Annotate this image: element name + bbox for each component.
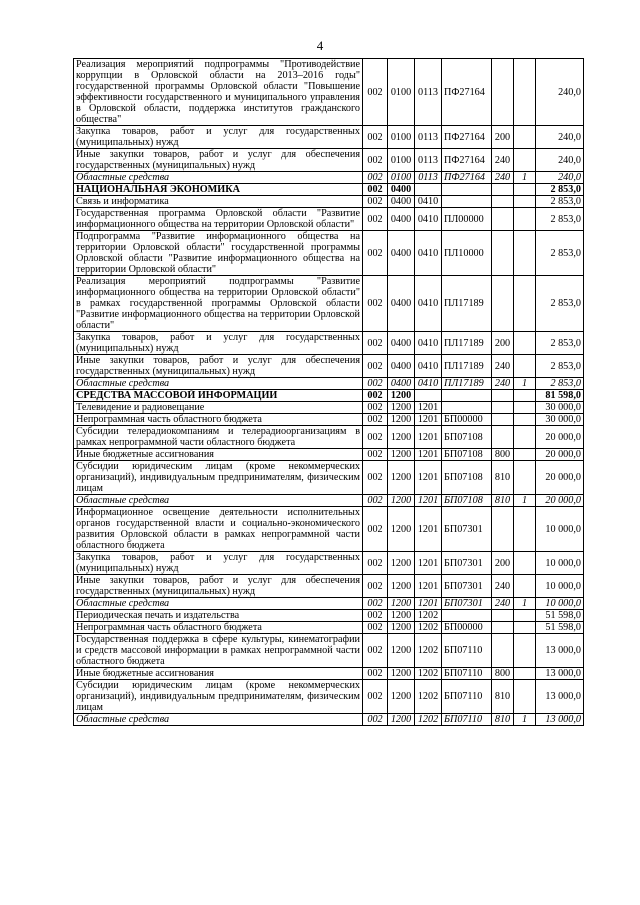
funding-source-cell xyxy=(514,355,536,378)
expense-type-cell: 240 xyxy=(492,355,514,378)
row-name-cell: Непрограммная часть областного бюджета xyxy=(74,414,363,426)
table-row xyxy=(74,402,584,414)
row-name-cell: Реализация мероприятий подпрограммы "Развитие информационного общества на территории Орловской области" в рамках государственной программы Орловской области "Развитие информационного общества на территории Орловской области" xyxy=(74,276,363,332)
ministry-code-cell: 002 xyxy=(363,714,388,726)
funding-source-cell xyxy=(514,634,536,668)
funding-source-cell xyxy=(514,449,536,461)
row-name-cell: Иные закупки товаров, работ и услуг для обеспечения государственных (муниципальных) нужд xyxy=(74,575,363,598)
ministry-code-cell: 002 xyxy=(363,507,388,552)
expense-type-cell xyxy=(492,390,514,402)
ministry-code-cell: 002 xyxy=(363,402,388,414)
table-row xyxy=(74,184,584,196)
ministry-code-cell: 002 xyxy=(363,449,388,461)
target-article-cell: БП07108 xyxy=(442,461,492,495)
expense-type-cell xyxy=(492,634,514,668)
subsection-code-cell: 0113 xyxy=(415,126,442,149)
table-row xyxy=(74,610,584,622)
target-article-cell: ПФ27164 xyxy=(442,149,492,172)
target-article-cell xyxy=(442,402,492,414)
section-code-cell: 1200 xyxy=(388,598,415,610)
funding-source-cell xyxy=(514,622,536,634)
table-row xyxy=(74,276,584,332)
section-code-cell: 0400 xyxy=(388,355,415,378)
expense-type-cell xyxy=(492,507,514,552)
ministry-code-cell: 002 xyxy=(363,276,388,332)
expense-type-cell xyxy=(492,276,514,332)
target-article-cell xyxy=(442,390,492,402)
ministry-code-cell: 002 xyxy=(363,59,388,126)
funding-source-cell xyxy=(514,402,536,414)
amount-cell: 240,0 xyxy=(536,126,584,149)
funding-source-cell xyxy=(514,668,536,680)
target-article-cell: БП07110 xyxy=(442,634,492,668)
funding-source-cell xyxy=(514,126,536,149)
amount-cell: 20 000,0 xyxy=(536,449,584,461)
table-row xyxy=(74,355,584,378)
subsection-code-cell: 1201 xyxy=(415,598,442,610)
amount-cell: 10 000,0 xyxy=(536,575,584,598)
subsection-code-cell: 0410 xyxy=(415,355,442,378)
target-article-cell: ПЛ17189 xyxy=(442,355,492,378)
funding-source-cell xyxy=(514,426,536,449)
section-code-cell: 1200 xyxy=(388,575,415,598)
amount-cell: 81 598,0 xyxy=(536,390,584,402)
ministry-code-cell: 002 xyxy=(363,378,388,390)
subsection-code-cell: 1201 xyxy=(415,461,442,495)
row-name-cell: Непрограммная часть областного бюджета xyxy=(74,622,363,634)
section-code-cell: 0400 xyxy=(388,184,415,196)
ministry-code-cell: 002 xyxy=(363,426,388,449)
target-article-cell: БП00000 xyxy=(442,414,492,426)
table-row xyxy=(74,575,584,598)
section-code-cell: 1200 xyxy=(388,610,415,622)
row-name-cell: Реализация мероприятий подпрограммы "Противодействие коррупции в Орловской области на 2013–2016 годы" государственной программы Орловской области "Повышение эффективности государственного и муниципального управления в Орловской области, поддержка институтов гражданского общества" xyxy=(74,59,363,126)
subsection-code-cell: 1202 xyxy=(415,634,442,668)
amount-cell: 20 000,0 xyxy=(536,461,584,495)
table-row xyxy=(74,668,584,680)
ministry-code-cell: 002 xyxy=(363,680,388,714)
ministry-code-cell: 002 xyxy=(363,668,388,680)
row-name-cell: Субсидии юридическим лицам (кроме некоммерческих организаций), индивидуальным предпринимателям, физическим лицам xyxy=(74,680,363,714)
table-row xyxy=(74,378,584,390)
target-article-cell: БП07108 xyxy=(442,449,492,461)
table-row xyxy=(74,714,584,726)
funding-source-cell xyxy=(514,184,536,196)
target-article-cell: ПЛ17189 xyxy=(442,332,492,355)
amount-cell: 10 000,0 xyxy=(536,507,584,552)
funding-source-cell xyxy=(514,59,536,126)
ministry-code-cell: 002 xyxy=(363,575,388,598)
amount-cell: 2 853,0 xyxy=(536,355,584,378)
amount-cell: 30 000,0 xyxy=(536,414,584,426)
amount-cell: 13 000,0 xyxy=(536,680,584,714)
amount-cell: 2 853,0 xyxy=(536,208,584,231)
amount-cell: 30 000,0 xyxy=(536,402,584,414)
section-code-cell: 0400 xyxy=(388,276,415,332)
row-name-cell: Областные средства xyxy=(74,714,363,726)
subsection-code-cell: 0410 xyxy=(415,276,442,332)
target-article-cell: ПЛ17189 xyxy=(442,276,492,332)
table-row xyxy=(74,332,584,355)
table-row xyxy=(74,634,584,668)
row-name-cell: Информационное освещение деятельности исполнительных органов государственной власти и социально-экономического развития Орловской области в рамках непрограммной части областного бюджета xyxy=(74,507,363,552)
row-name-cell: Закупка товаров, работ и услуг для государственных (муниципальных) нужд xyxy=(74,126,363,149)
row-name-cell: Государственная программа Орловской области "Развитие информационного общества на территории Орловской области" xyxy=(74,208,363,231)
section-code-cell: 0400 xyxy=(388,332,415,355)
subsection-code-cell: 1202 xyxy=(415,610,442,622)
funding-source-cell: 1 xyxy=(514,598,536,610)
funding-source-cell: 1 xyxy=(514,714,536,726)
expense-type-cell: 240 xyxy=(492,172,514,184)
ministry-code-cell: 002 xyxy=(363,414,388,426)
row-name-cell: Подпрограмма "Развитие информационного общества на территории Орловской области" государственной программы Орловской области "Развитие информационного общества на территории Орловской области" xyxy=(74,231,363,276)
row-name-cell: Государственная поддержка в сфере культуры, кинематографии и средств массовой информации в рамках непрограммной части областного бюджета xyxy=(74,634,363,668)
expense-type-cell: 810 xyxy=(492,461,514,495)
expense-type-cell: 800 xyxy=(492,449,514,461)
ministry-code-cell: 002 xyxy=(363,231,388,276)
table-row xyxy=(74,680,584,714)
expense-type-cell xyxy=(492,610,514,622)
subsection-code-cell: 1202 xyxy=(415,714,442,726)
funding-source-cell xyxy=(514,332,536,355)
expense-type-cell: 800 xyxy=(492,668,514,680)
ministry-code-cell: 002 xyxy=(363,208,388,231)
amount-cell: 10 000,0 xyxy=(536,598,584,610)
row-name-cell: Субсидии юридическим лицам (кроме некоммерческих организаций), индивидуальным предпринимателям, физическим лицам xyxy=(74,461,363,495)
amount-cell: 51 598,0 xyxy=(536,622,584,634)
subsection-code-cell: 1201 xyxy=(415,414,442,426)
row-name-cell: Закупка товаров, работ и услуг для государственных (муниципальных) нужд xyxy=(74,332,363,355)
funding-source-cell: 1 xyxy=(514,495,536,507)
section-code-cell: 0100 xyxy=(388,172,415,184)
section-code-cell: 1200 xyxy=(388,449,415,461)
target-article-cell: БП00000 xyxy=(442,622,492,634)
table-row xyxy=(74,59,584,126)
funding-source-cell xyxy=(514,231,536,276)
expense-type-cell xyxy=(492,184,514,196)
target-article-cell: ПФ27164 xyxy=(442,59,492,126)
target-article-cell: ПФ27164 xyxy=(442,126,492,149)
table-row xyxy=(74,622,584,634)
subsection-code-cell: 0113 xyxy=(415,172,442,184)
target-article-cell: БП07110 xyxy=(442,680,492,714)
subsection-code-cell: 1201 xyxy=(415,552,442,575)
row-name-cell: НАЦИОНАЛЬНАЯ ЭКОНОМИКА xyxy=(74,184,363,196)
funding-source-cell xyxy=(514,610,536,622)
amount-cell: 10 000,0 xyxy=(536,552,584,575)
section-code-cell: 1200 xyxy=(388,507,415,552)
ministry-code-cell: 002 xyxy=(363,552,388,575)
expense-type-cell: 810 xyxy=(492,495,514,507)
expense-type-cell: 200 xyxy=(492,332,514,355)
expense-type-cell: 810 xyxy=(492,714,514,726)
amount-cell: 2 853,0 xyxy=(536,276,584,332)
funding-source-cell xyxy=(514,390,536,402)
row-name-cell: Закупка товаров, работ и услуг для государственных (муниципальных) нужд xyxy=(74,552,363,575)
funding-source-cell xyxy=(514,208,536,231)
expense-type-cell xyxy=(492,59,514,126)
funding-source-cell xyxy=(514,552,536,575)
expense-type-cell: 240 xyxy=(492,149,514,172)
table-row xyxy=(74,172,584,184)
funding-source-cell xyxy=(514,461,536,495)
section-code-cell: 1200 xyxy=(388,414,415,426)
table-row xyxy=(74,126,584,149)
budget-table-body xyxy=(74,59,584,726)
section-code-cell: 0400 xyxy=(388,231,415,276)
expense-type-cell xyxy=(492,414,514,426)
subsection-code-cell: 0410 xyxy=(415,332,442,355)
table-row xyxy=(74,552,584,575)
row-name-cell: Периодическая печать и издательства xyxy=(74,610,363,622)
funding-source-cell xyxy=(514,680,536,714)
expense-type-cell: 810 xyxy=(492,680,514,714)
expense-type-cell xyxy=(492,231,514,276)
row-name-cell: Областные средства xyxy=(74,172,363,184)
table-row xyxy=(74,598,584,610)
subsection-code-cell: 1201 xyxy=(415,507,442,552)
funding-source-cell xyxy=(514,196,536,208)
row-name-cell: Областные средства xyxy=(74,598,363,610)
subsection-code-cell: 0113 xyxy=(415,149,442,172)
amount-cell: 2 853,0 xyxy=(536,378,584,390)
ministry-code-cell: 002 xyxy=(363,172,388,184)
ministry-code-cell: 002 xyxy=(363,126,388,149)
ministry-code-cell: 002 xyxy=(363,622,388,634)
amount-cell: 13 000,0 xyxy=(536,634,584,668)
target-article-cell: ПЛ10000 xyxy=(442,231,492,276)
amount-cell: 2 853,0 xyxy=(536,184,584,196)
section-code-cell: 1200 xyxy=(388,634,415,668)
ministry-code-cell: 002 xyxy=(363,598,388,610)
amount-cell: 51 598,0 xyxy=(536,610,584,622)
table-row xyxy=(74,449,584,461)
subsection-code-cell xyxy=(415,184,442,196)
ministry-code-cell: 002 xyxy=(363,634,388,668)
amount-cell: 2 853,0 xyxy=(536,196,584,208)
section-code-cell: 1200 xyxy=(388,622,415,634)
target-article-cell: БП07110 xyxy=(442,714,492,726)
amount-cell: 13 000,0 xyxy=(536,714,584,726)
section-code-cell: 0100 xyxy=(388,126,415,149)
ministry-code-cell: 002 xyxy=(363,355,388,378)
target-article-cell: БП07301 xyxy=(442,598,492,610)
section-code-cell: 1200 xyxy=(388,668,415,680)
ministry-code-cell: 002 xyxy=(363,390,388,402)
row-name-cell: Телевидение и радиовещание xyxy=(74,402,363,414)
table-row xyxy=(74,461,584,495)
section-code-cell: 0400 xyxy=(388,196,415,208)
expense-type-cell: 200 xyxy=(492,552,514,575)
subsection-code-cell: 1201 xyxy=(415,402,442,414)
target-article-cell: БП07301 xyxy=(442,575,492,598)
ministry-code-cell: 002 xyxy=(363,461,388,495)
row-name-cell: Связь и информатика xyxy=(74,196,363,208)
amount-cell: 2 853,0 xyxy=(536,231,584,276)
subsection-code-cell: 1201 xyxy=(415,495,442,507)
subsection-code-cell xyxy=(415,390,442,402)
expense-type-cell: 240 xyxy=(492,575,514,598)
subsection-code-cell: 1201 xyxy=(415,426,442,449)
page-number: 4 xyxy=(316,38,324,53)
expense-type-cell xyxy=(492,208,514,231)
expense-type-cell: 200 xyxy=(492,126,514,149)
section-code-cell: 1200 xyxy=(388,402,415,414)
table-row xyxy=(74,495,584,507)
target-article-cell xyxy=(442,184,492,196)
row-name-cell: СРЕДСТВА МАССОВОЙ ИНФОРМАЦИИ xyxy=(74,390,363,402)
expense-type-cell: 240 xyxy=(492,598,514,610)
target-article-cell: БП07301 xyxy=(442,552,492,575)
target-article-cell xyxy=(442,196,492,208)
section-code-cell: 1200 xyxy=(388,461,415,495)
ministry-code-cell: 002 xyxy=(363,332,388,355)
amount-cell: 20 000,0 xyxy=(536,495,584,507)
expense-type-cell xyxy=(492,426,514,449)
amount-cell: 240,0 xyxy=(536,149,584,172)
section-code-cell: 0100 xyxy=(388,59,415,126)
target-article-cell: ПЛ00000 xyxy=(442,208,492,231)
row-name-cell: Иные закупки товаров, работ и услуг для обеспечения государственных (муниципальных) нужд xyxy=(74,149,363,172)
amount-cell: 20 000,0 xyxy=(536,426,584,449)
target-article-cell: БП07108 xyxy=(442,426,492,449)
ministry-code-cell: 002 xyxy=(363,610,388,622)
target-article-cell: БП07108 xyxy=(442,495,492,507)
amount-cell: 2 853,0 xyxy=(536,332,584,355)
table-row xyxy=(74,208,584,231)
section-code-cell: 0400 xyxy=(388,378,415,390)
subsection-code-cell: 0410 xyxy=(415,231,442,276)
amount-cell: 240,0 xyxy=(536,59,584,126)
section-code-cell: 1200 xyxy=(388,426,415,449)
subsection-code-cell: 0113 xyxy=(415,59,442,126)
funding-source-cell xyxy=(514,149,536,172)
section-code-cell: 0100 xyxy=(388,149,415,172)
funding-source-cell: 1 xyxy=(514,172,536,184)
ministry-code-cell: 002 xyxy=(363,196,388,208)
ministry-code-cell: 002 xyxy=(363,149,388,172)
expense-type-cell xyxy=(492,622,514,634)
subsection-code-cell: 0410 xyxy=(415,208,442,231)
table-row xyxy=(74,149,584,172)
subsection-code-cell: 1202 xyxy=(415,668,442,680)
row-name-cell: Субсидии телерадиокомпаниям и телерадиоорганизациям в рамках непрограммной части областного бюджета xyxy=(74,426,363,449)
expense-type-cell xyxy=(492,402,514,414)
row-name-cell: Иные закупки товаров, работ и услуг для обеспечения государственных (муниципальных) нужд xyxy=(74,355,363,378)
target-article-cell: ПФ27164 xyxy=(442,172,492,184)
amount-cell: 240,0 xyxy=(536,172,584,184)
table-row xyxy=(74,507,584,552)
table-row xyxy=(74,231,584,276)
subsection-code-cell: 0410 xyxy=(415,378,442,390)
funding-source-cell: 1 xyxy=(514,378,536,390)
row-name-cell: Областные средства xyxy=(74,495,363,507)
table-row xyxy=(74,414,584,426)
expense-type-cell xyxy=(492,196,514,208)
row-name-cell: Иные бюджетные ассигнования xyxy=(74,449,363,461)
target-article-cell: ПЛ17189 xyxy=(442,378,492,390)
table-row xyxy=(74,390,584,402)
section-code-cell: 1200 xyxy=(388,680,415,714)
subsection-code-cell: 1201 xyxy=(415,449,442,461)
section-code-cell: 1200 xyxy=(388,714,415,726)
row-name-cell: Областные средства xyxy=(74,378,363,390)
subsection-code-cell: 1201 xyxy=(415,575,442,598)
funding-source-cell xyxy=(514,575,536,598)
section-code-cell: 1200 xyxy=(388,390,415,402)
row-name-cell: Иные бюджетные ассигнования xyxy=(74,668,363,680)
table-row xyxy=(74,196,584,208)
subsection-code-cell: 1202 xyxy=(415,622,442,634)
table-row xyxy=(74,426,584,449)
funding-source-cell xyxy=(514,276,536,332)
target-article-cell: БП07110 xyxy=(442,668,492,680)
amount-cell: 13 000,0 xyxy=(536,668,584,680)
funding-source-cell xyxy=(514,414,536,426)
expense-type-cell: 240 xyxy=(492,378,514,390)
ministry-code-cell: 002 xyxy=(363,184,388,196)
subsection-code-cell: 1202 xyxy=(415,680,442,714)
subsection-code-cell: 0410 xyxy=(415,196,442,208)
target-article-cell xyxy=(442,610,492,622)
funding-source-cell xyxy=(514,507,536,552)
section-code-cell: 1200 xyxy=(388,552,415,575)
budget-table xyxy=(73,58,584,726)
ministry-code-cell: 002 xyxy=(363,495,388,507)
section-code-cell: 1200 xyxy=(388,495,415,507)
target-article-cell: БП07301 xyxy=(442,507,492,552)
section-code-cell: 0400 xyxy=(388,208,415,231)
